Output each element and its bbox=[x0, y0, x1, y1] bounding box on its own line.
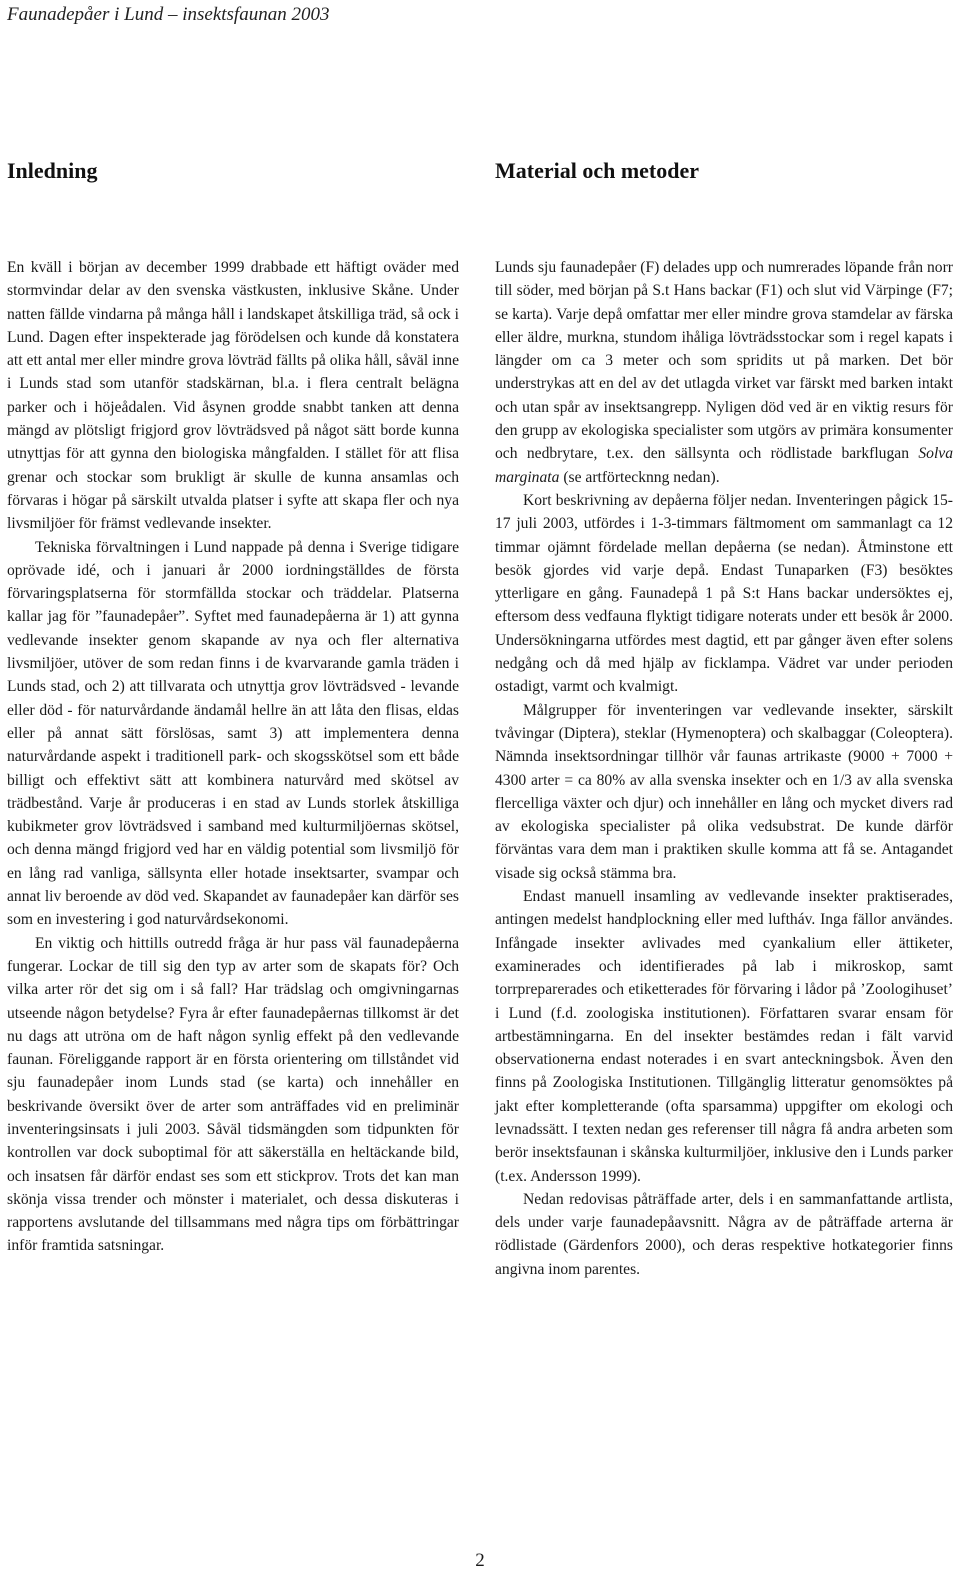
section-heading-material-och-metoder: Material och metoder bbox=[495, 158, 700, 183]
paragraph-text: Lunds sju faunadepåer (F) delades upp och numrerades löpande från norr till söder, med början på S.t Hans backar (F1) och slut vid Värpinge (F7; se karta). Varje depå omfattar mer eller mindre grova stamdelar av färska eller äldre, murkna, stundom ihåliga lövträdsstockar som i regel kapats i längder om ca 3 meter och som spridits ut på marken. Det bör understrykas att en del av det utlagda virket var färskt med barken intakt och utan spår av insektsangrepp. Nyligen död ved är en viktig resurs för den grupp av ekologiska specialister som utgörs av primära konsumenter och nedbrytare, t.ex. den sällsynta och rödlistade barkflugan bbox=[495, 259, 953, 463]
paragraph: Endast manuell insamling av vedlevande insekter praktiserades, antingen medelst handplockning eller med luftháv. Inga fällor användes. Infångade insekter avlivades med cyankalium eller ättiketer, examinerades och identifierades på lab i mikroskop, samt torrpreparerades och etiketterades för förvaring i lådor på ’Zoologihuset’ i Lund (f.d. zoologiska institutionen). Författaren svarar ensam för artbestämningarna. En del insekter bestämdes redan i fält varvid observationerna endast noterades i en svart anteckningsbok. Även den finns på Zoologiska Institutionen. Tillgänglig litteratur genomsöktes på jakt efter kompletterande (ofta sparsamma) uppgifter om ekologi och levnadssätt. I texten nedan ges referenser till några få andra arbeten som berör insektsfaunan i skånska kulturmiljöer, inklusive den i Lunds parker (t.ex. Andersson 1999). bbox=[495, 888, 953, 1185]
page-number: 2 bbox=[475, 1550, 485, 1571]
paragraph: Tekniska förvaltningen i Lund nappade på denna i Sverige tidigare oprövade idé, och i januari år 2000 iordningställdes de första förvaringsplatserna för stormfällda stockar och träddelar. Platserna kallar jag för ”faunadepåer”. Syftet med faunadepåerna är 1) att gynna vedlevande insekter genom skapande av nya och fler alternativa livsmiljöer, utöver de som redan finns i de kvarvarande gamla träden i Lunds stad, och 2) att tillvarata och utnyttja grov lövträdsved - levande eller död - för naturvårdande ändamål hellre än att låta den flisas, eldas eller på annat sätt förslösas, samt 3) att implementera denna naturvårdande aspekt i traditionell park- och skogsskötsel som ett både billigt och effektivt sätt att kombinera naturvård med skötsel av trädbestånd. Varje år produceras i en stad av Lunds storlek åtskilliga kubikmeter grov lövträdsved i samband med kulturmiljöernas skötsel, och denna mängd frigjord ved har en väldig potential som livsmiljö för en lång rad vanliga, sällsynta eller hotade insektsarter, svampar och annat liv beroende av död ved. Skapandet av faunadepåer kan därför ses som en investering i god naturvårdsekonomi. bbox=[7, 538, 459, 929]
paragraph: Kort beskrivning av depåerna följer nedan. Inventeringen pågick 15-17 juli 2003, utfördes i 1-3-timmars fältmoment om sammanlagt ca 12 timmar ojämnt fördelade mellan depåerna (se nedan). Åtminstone ett besök gjordes vid varje depå. Endast Tunaparken (F3) besöktes ytterligare en gång. Faunadepå 1 på S:t Hans backar undersöktes ej, eftersom dess vedfauna flyktigt tidigare noterats under ett besök år 2000. Undersökningarna utfördes mest dagtid, ett par gånger även efter solens nedgång och då med hjälp av ficklampa. Vädret var under perioden ostadigt, varmt och kvalmigt. bbox=[495, 491, 953, 696]
species-name: Solva marginata bbox=[495, 445, 954, 486]
right-column bbox=[495, 158, 953, 1281]
running-title: Faunadepåer i Lund – insektsfaunan 2003 bbox=[7, 4, 330, 25]
paragraph-text: (se artförtecknng nedan). bbox=[563, 468, 720, 486]
section-heading-inledning: Inledning bbox=[7, 158, 98, 183]
paragraph: En viktig och hittills outredd fråga är hur pass väl faunadepåerna fungerar. Lockar de till sig den typ av arter som de skapats för? Och vilka arter rör det sig om i så fall? Har trädslag och omgivningarnas utseende någon betydelse? Fyra år efter faunadepåernas tillkomst är det nu dags att utröna om de haft någon synlig effekt på den vedlevande faunan. Föreliggande rapport är en första orientering om tillståndet vid sju faunadepåer inom Lunds stad (se karta) och innehåller en beskrivande översikt över de arter som anträffades vid en preliminär inventeringsinsats i juli 2003. Såväl tidsmängden som tidpunkten för kontrollen var dock suboptimal för att säkerställa en heltäckande bild, och insatsen får därför endast ses som ett stickprov. Trots det kan man skönja vissa trender och mönster i materialet, och dessa diskuteras i rapportens avslutande del tillsammans med några tips om förbättringar inför framtida satsningar. bbox=[7, 934, 459, 1255]
paragraph: En kväll i början av december 1999 drabbade ett häftigt oväder med stormvindar delar av den svenska västkusten, inklusive Skåne. Under natten fällde vindarna på många håll i landskapet åtskilliga träd, så ock i Lund. Dagen efter inspekterade jag förödelsen och kunde då konstatera att ett antal mer eller mindre grova lövträd fällts på olika håll, såväl inne i Lunds stad som utanför stadskärnan, bl.a. i flera centralt belägna parker och i höjeådalen. Vid åsynen grodde snabbt tanken att denna mängd av plötsligt frigjord grov lövträdsved på något sätt borde kunna utnyttjas för att gynna den biologiska mångfalden. I stället för att flisa grenar och stockar som brukligt är skulle de kunna ansamlas och förvaras i högar på särskilt utvalda platser i syfte att skapa fler och nya livsmiljöer för främst vedlevande insekter. bbox=[7, 259, 459, 533]
paragraph bbox=[495, 256, 953, 489]
paragraph: Målgrupper för inventeringen var vedlevande insekter, särskilt tvåvingar (Diptera), steklar (Hymenoptera) och skalbaggar (Coleoptera). Nämnda insektsordningar tillhör vår faunas artrikaste (9000 + 7000 + 4300 arter = ca 80% av alla svenska insekter och en 1/3 av alla svenska flercelliga växter och djur) och innehåller en lång och mycket divers rad av ekologiska specialister på olika vedsubstrat. De kunde därför förväntas vara dem man i praktiken skulle komma att få se. Antagandet visade sig också stämma bra. bbox=[495, 701, 953, 882]
paragraph: Nedan redovisas påträffade arter, dels i en sammanfattande artlista, dels under varje faunadepåavsnitt. Några av de påträffade arterna är rödlistade (Gärdenfors 2000), och deras respektive hotkategorier finns angivna inom parentes. bbox=[495, 1190, 953, 1278]
left-column bbox=[7, 158, 459, 1258]
